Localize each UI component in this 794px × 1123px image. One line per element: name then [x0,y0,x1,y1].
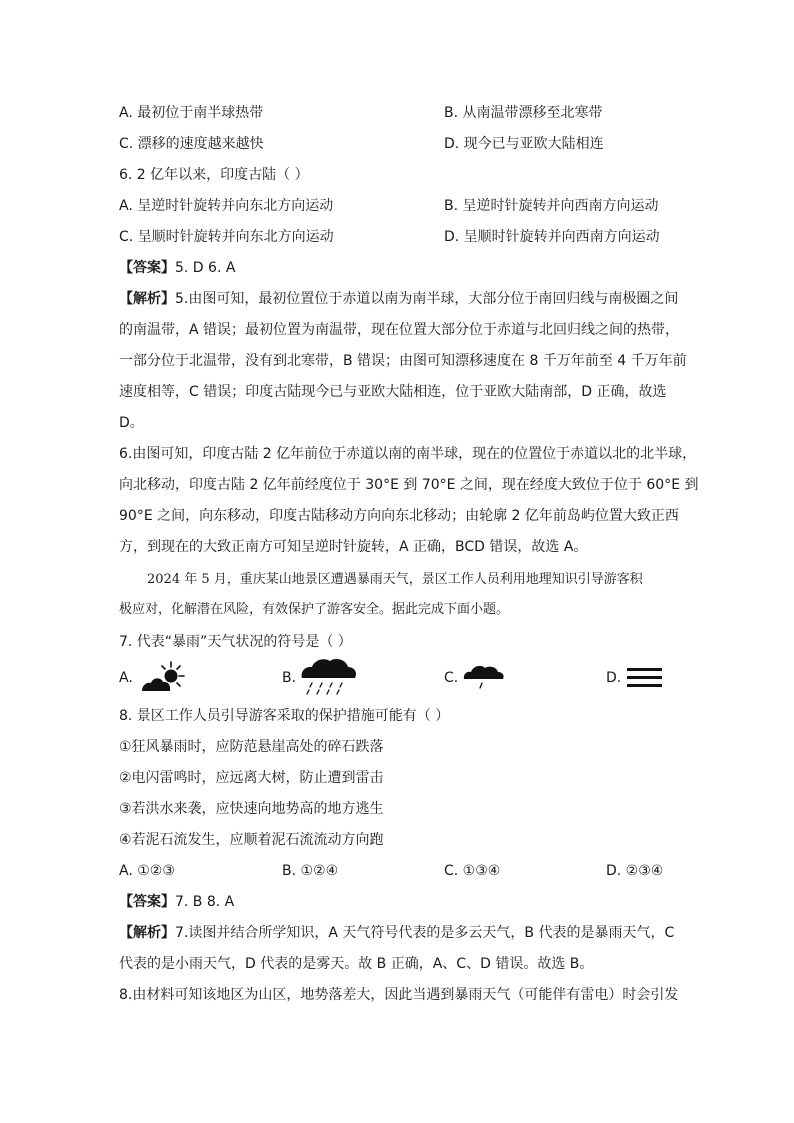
q7-option-c-label: C. [444,670,459,686]
analysis-1-line-9: 方，到现在的大致正南方可知呈逆时针旋转，A 正确，BCD 错误，故选 A。 [119,539,588,555]
analysis-1-line-2: 的南温带，A 错误；最初位置为南温带，现在位置大部分位于赤道与北回归线之间的热带， [119,322,680,338]
q6-option-d: D. 呈顺时针旋转并向西南方向运动 [444,229,660,245]
q8-stem: 8. 景区工作人员引导游客采取的保护措施可能有（ ） [119,708,450,724]
analysis-1-line-7: 向北移动，印度古陆 2 亿年前经度位于 30°E 到 70°E 之间，现在经度大致位于位于 60°E 到 [119,477,699,493]
q7-option-b-label: B. [282,670,297,686]
q8-option-b: B. ①②④ [282,863,339,879]
material-line-2: 极应对，化解潜在风险，有效保护了游客安全。据此完成下面小题。 [119,602,510,617]
q8-statement-4: ④若泥石流发生，应顺着泥石流流动方向跑 [119,832,384,848]
answer-label: 【答案】 [119,260,175,276]
q8-option-a: A. ①②③ [119,863,175,879]
analysis-text: 7.读图并结合所学知识，A 天气符号代表的是多云天气，B 代表的是暴雨天气，C [175,925,675,941]
q8-option-d: D. ②③④ [606,863,664,879]
q6-option-c: C. 呈顺时针旋转并向东北方向运动 [119,229,334,245]
q6-option-a: A. 呈逆时针旋转并向东北方向运动 [119,198,334,214]
q5-option-c: C. 漂移的速度越来越快 [119,136,264,152]
analysis-1-line-8: 90°E 之间，向东移动，印度古陆移动方向向东北移动；由轮廓 2 亿年前岛屿位置大致正西 [119,508,679,524]
partly-cloudy-icon [140,660,188,694]
light-rain-icon [462,662,506,692]
answer-label: 【答案】 [119,894,175,910]
q7-stem: 7. 代表“暴雨”天气状况的符号是（ ） [119,634,352,650]
analysis-2-line-3: 8.由材料可知该地区为山区，地势落差大，因此当遇到暴雨天气（可能伴有雷电）时会引发 [119,987,679,1003]
answer-block-1 [119,258,235,278]
analysis-block-2-line-1 [119,923,674,943]
analysis-1-line-3: 一部分位于北温带，没有到北寒带，B 错误；由图可知漂移速度在 8 千万年前至 4 千万年前 [119,353,687,369]
q8-option-c: C. ①③④ [444,863,501,879]
analysis-1-line-5: D。 [119,415,144,431]
fog-icon [626,666,664,690]
q5-option-a: A. 最初位于南半球热带 [119,105,264,121]
heavy-rain-icon [298,656,358,696]
answer-text: 5. D 6. A [175,260,236,276]
q5-option-d: D. 现今已与亚欧大陆相连 [444,136,604,152]
q7-option-a-label: A. [119,670,133,686]
q6-stem: 6. 2 亿年以来，印度古陆（ ） [119,167,309,183]
q7-option-d-label: D. [606,670,622,686]
q5-option-b: B. 从南温带漂移至北寒带 [444,105,603,121]
answer-block-2 [119,892,234,912]
q8-statement-2: ②电闪雷鸣时，应远离大树，防止遭到雷击 [119,770,384,786]
material-line-1: 2024 年 5 月，重庆某山地景区遭遇暴雨天气，景区工作人员利用地理知识引导游客积 [147,572,643,587]
analysis-label: 【解析】 [119,291,175,307]
analysis-label: 【解析】 [119,925,175,941]
analysis-text: 5.由图可知，最初位置位于赤道以南为南半球，大部分位于南回归线与南极圈之间 [175,291,679,307]
analysis-1-line-6: 6.由图可知，印度古陆 2 亿年前位于赤道以南的南半球，现在的位置位于赤道以北的北半球， [119,446,697,462]
q8-statement-1: ①狂风暴雨时，应防范悬崖高处的碎石跌落 [119,739,384,755]
analysis-1-line-4: 速度相等，C 错误；印度古陆现今已与亚欧大陆相连，位于亚欧大陆南部，D 正确，故选 [119,384,667,400]
q8-statement-3: ③若洪水来袭，应快速向地势高的地方逃生 [119,801,384,817]
answer-text: 7. B 8. A [175,894,235,910]
q6-option-b: B. 呈逆时针旋转并向西南方向运动 [444,198,659,214]
analysis-2-line-2: 代表的是小雨天气，D 代表的是雾天。故 B 正确，A、C、D 错误。故选 B。 [119,956,594,972]
analysis-block-1-line-1 [119,289,678,309]
